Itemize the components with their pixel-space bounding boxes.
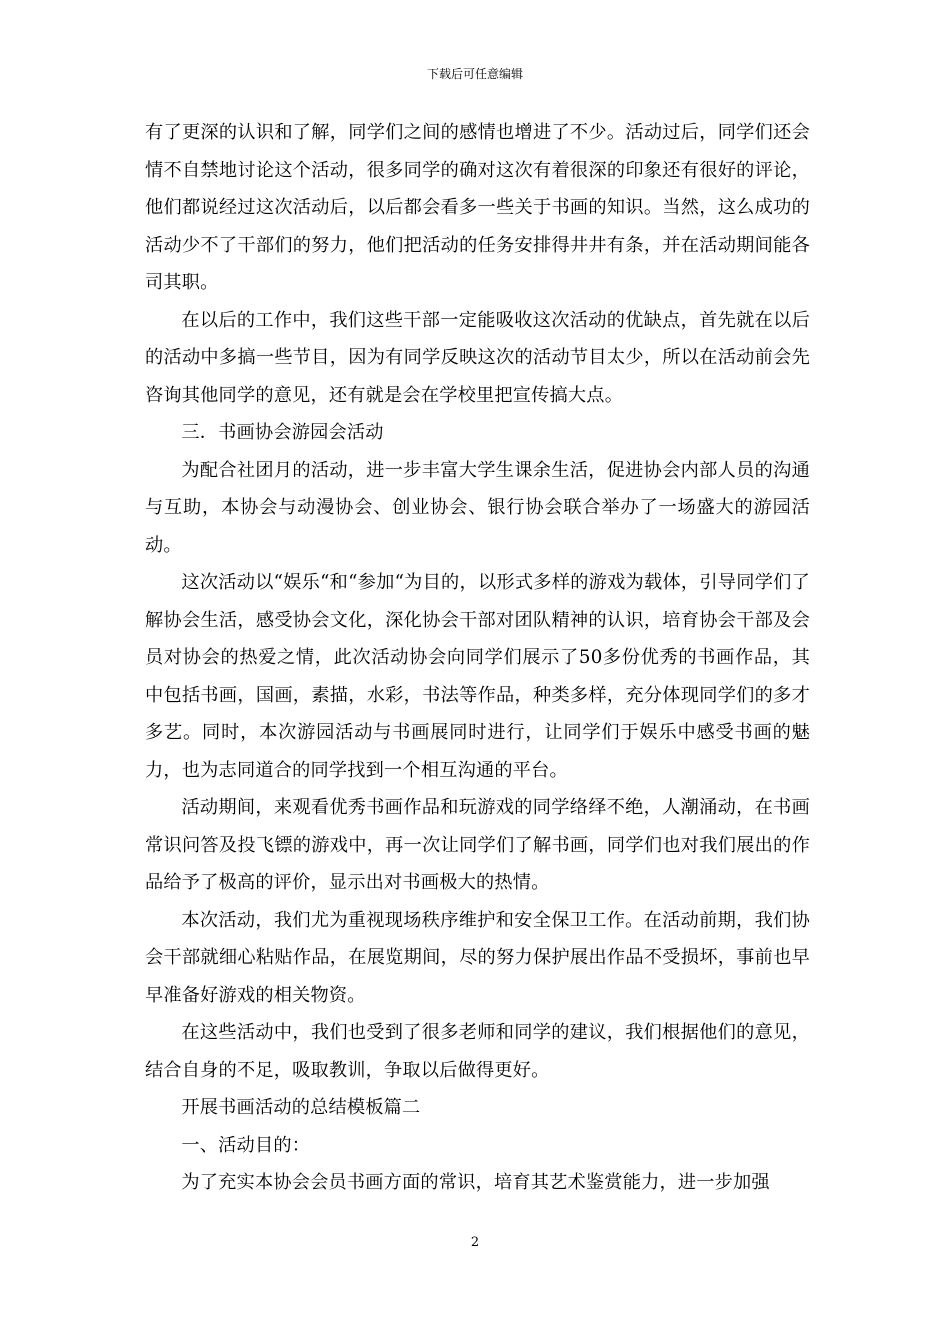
section-heading: 一、活动目的： xyxy=(181,1134,311,1156)
paragraph: 本次活动，我们尤为重视现场秩序维护和安全保卫工作。在活动前期，我们协会干部就细心粘贴作品，在展览期间，尽的努力保护展出作品不受损坏，事前也早早准备好游戏的相关物资。 xyxy=(145,909,810,1006)
page-number: 2 xyxy=(470,1235,480,1250)
article-title: 开展书画活动的总结模板篇二 xyxy=(181,1097,421,1118)
document-body xyxy=(145,114,810,1202)
paragraph: 为配合社团月的活动，进一步丰富大学生课余生活，促进协会内部人员的沟通与互助，本协会与动漫协会、创业协会、银行协会联合举办了一场盛大的游园活动。 xyxy=(145,459,810,556)
paragraph: 有了更深的认识和了解，同学们之间的感情也增进了不少。活动过后，同学们还会情不自禁地讨论这个活动，很多同学的确对这次有着很深的印象还有很好的评论，他们都说经过这次活动后，以后都会看多一些关于书画的知识。当然，这么成功的活动少不了干部们的努力，他们把活动的任务安排得井井有条，并在活动期间能各司其职。 xyxy=(145,122,810,293)
paragraph: 为了充实本协会会员书画方面的常识，培育其艺术鉴赏能力，进一步加强 xyxy=(181,1172,770,1193)
paragraph: 这次活动以“娱乐“和“参加“为目的，以形式多样的游戏为载体，引导同学们了解协会生活，感受协会文化，深化协会干部对团队精神的认识，培育协会干部及会员对协会的热爱之情，此次活动协会向同学们展示了50多份优秀的书画作品，其中包括书画，国画，素描，水彩，书法等作品，种类多样，充分体现同学们的多才多艺。同时，本次游园活动与书画展同时进行，让同学们于娱乐中感受书画的魅力，也为志同道合的同学找到一个相互沟通的平台。 xyxy=(145,572,810,781)
section-heading: 三．书画协会游园会活动 xyxy=(181,422,384,443)
paragraph: 在这些活动中，我们也受到了很多老师和同学的建议，我们根据他们的意见，结合自身的不足，吸取教训，争取以后做得更好。 xyxy=(145,1022,810,1081)
paragraph: 活动期间，来观看优秀书画作品和玩游戏的同学络绎不绝，人潮涌动，在书画常识问答及投飞镖的游戏中，再一次让同学们了解书画，同学们也对我们展出的作品给予了极高的评价，显示出对书画极大的热情。 xyxy=(145,797,810,893)
paragraph: 在以后的工作中，我们这些干部一定能吸收这次活动的优缺点，首先就在以后的活动中多搞一些节目，因为有同学反映这次的活动节目太少，所以在活动前会先咨询其他同学的意见，还有就是会在学校里把宣传搞大点。 xyxy=(145,309,810,406)
page-header: 下载后可任意编辑 xyxy=(426,67,523,81)
